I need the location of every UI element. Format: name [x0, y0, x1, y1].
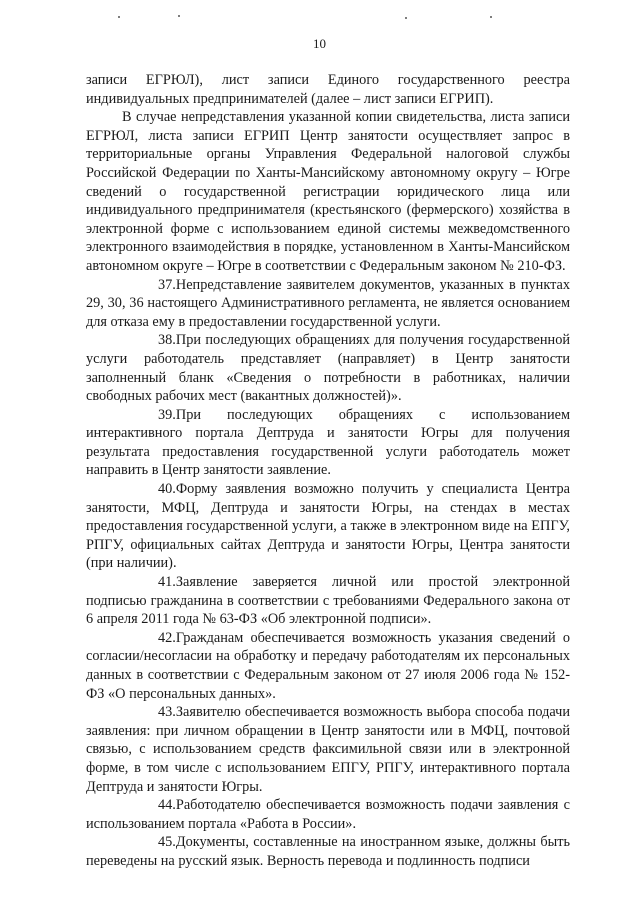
- paragraph-text: Работодателю обеспечивается возможность подачи заявления с использованием портала «Работа в России».: [86, 797, 570, 832]
- paragraph-44: [86, 796, 570, 833]
- scan-dot: [118, 16, 120, 18]
- paragraph-42: [86, 629, 570, 703]
- page-number: 10: [313, 36, 326, 51]
- scan-dot: [405, 17, 407, 19]
- scan-artifact-dots: [0, 14, 639, 20]
- paragraph-38: [86, 331, 570, 405]
- paragraph-43: [86, 703, 570, 796]
- paragraph-number: 39.: [158, 406, 176, 423]
- paragraph-36-continued: [86, 108, 570, 275]
- paragraph-number: 43.: [158, 704, 176, 721]
- paragraph-number: 41.: [158, 574, 176, 591]
- document-body: [86, 71, 570, 871]
- paragraph-45: [86, 833, 570, 870]
- paragraph-39: [86, 406, 570, 480]
- paragraph-number: 37.: [158, 276, 176, 293]
- paragraph-text: Заявителю обеспечивается возможность выбора способа подачи заявления: при личном обращении в Центр занятости или в МФЦ, почтовой связью, с использованием средств факсимильной связи или в электронной форме, в том числе с использованием ЕПГУ, РПГУ, интерактивного портала Дептруда и занятости Югры.: [86, 704, 570, 795]
- paragraph-text: Гражданам обеспечивается возможность указания сведений о согласии/несогласии на обработку и передачу работодателям их персональных данных в соответствии с Федеральным законом от 27 июля 2006 года № 152-ФЗ «О персональных данных».: [86, 629, 570, 702]
- paragraph-number: 45.: [158, 834, 176, 851]
- paragraph-text: Заявление заверяется личной или простой электронной подписью гражданина в соответствии с требованиями Федерального закона от 6 апреля 2011 года № 63-ФЗ «Об электронной подписи».: [86, 574, 570, 628]
- paragraph-41: [86, 573, 570, 629]
- paragraph-text: Непредставление заявителем документов, указанных в пунктах 29, 30, 36 настоящего Административного регламента, не является основанием для отказа ему в предоставлении государственной услуги.: [86, 276, 570, 330]
- paragraph-text: При последующих обращениях с использованием интерактивного портала Дептруда и занятости Югры для получения результата предоставления государственной услуги работодатель может направить в Центр занятости заявление.: [86, 406, 570, 479]
- paragraph-number: 44.: [158, 797, 176, 814]
- paragraph-number: 38.: [158, 332, 176, 349]
- paragraph-number: 40.: [158, 481, 176, 498]
- paragraph-37: [86, 276, 570, 332]
- paragraph-continuation: [86, 71, 570, 108]
- paragraph-text: записи ЕГРЮЛ), лист записи Единого государственного реестра индивидуальных предпринимателей (далее – лист записи ЕГРИП).: [86, 72, 570, 107]
- scan-dot: [178, 15, 180, 17]
- paragraph-text: В случае непредставления указанной копии свидетельства, листа записи ЕГРЮЛ, листа записи ЕГРИП Центр занятости осуществляет запрос в территориальные органы Управления Федеральной налоговой службы Российской Федерации по Ханты-Мансийскому автономному округу – Югре сведений о государственной регистрации юридического лица или индивидуального предпринимателя (крестьянского (фермерского) хозяйства в электронной форме с использованием единой системы межведомственного электронного взаимодействия в порядке, установленном в Ханты-Мансийском автономном округе – Югре в соответствии с Федеральным законом № 210-ФЗ.: [86, 109, 570, 274]
- scan-dot: [490, 16, 492, 18]
- paragraph-number: 42.: [158, 629, 176, 646]
- paragraph-text: Форму заявления возможно получить у специалиста Центра занятости, МФЦ, Дептруда и занятости Югры, на стендах в местах предоставления государственной услуги, а также в электронном виде на ЕПГУ, РПГУ, официальных сайтах Дептруда и занятости Югры, Центра занятости (при наличии).: [86, 481, 570, 572]
- paragraph-text: Документы, составленные на иностранном языке, должны быть переведены на русский язык. Верность перевода и подлинность подписи: [86, 834, 570, 869]
- paragraph-40: [86, 480, 570, 573]
- paragraph-text: При последующих обращениях для получения государственной услуги работодатель представляет (направляет) в Центр занятости заполненный бланк «Сведения о потребности в работниках, наличии свободных рабочих мест (вакантных должностей)».: [86, 332, 570, 405]
